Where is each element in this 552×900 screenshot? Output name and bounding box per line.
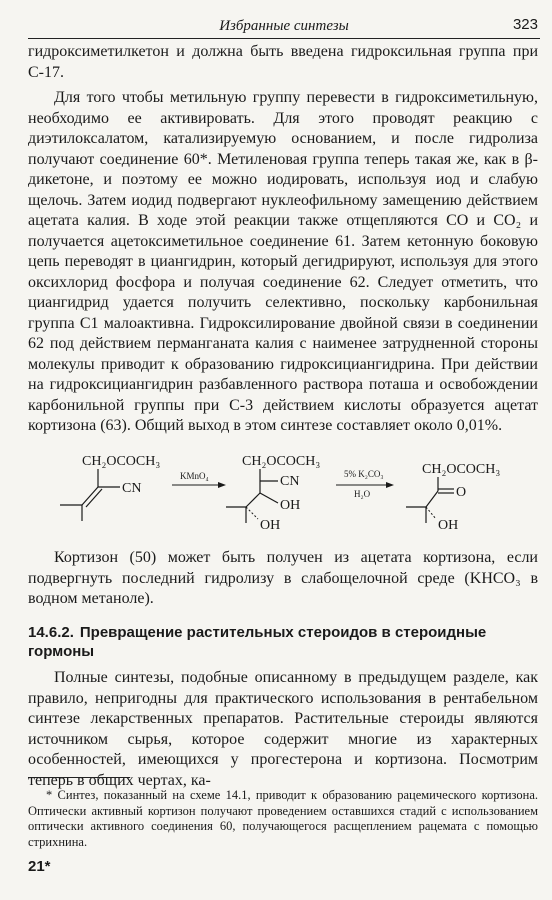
mol3-oxo: O <box>456 485 467 500</box>
footnote: * Синтез, показанный на схеме 14.1, приводит к образованию рацемического кортизона. Оптически активный кортизон получают проведением оставшихся стадий с использованием оптически активного соединения 60, получающегося расщеплением рацемата с помощью стрихнина. <box>28 788 538 849</box>
running-title: Избранные синтезы <box>219 18 349 34</box>
section-number: 14.6.2. <box>28 624 74 641</box>
reagent-2-top: 5% K₂CO₃ <box>344 469 384 479</box>
mol3-oh: OH <box>438 518 459 533</box>
mol2-oh-2: OH <box>260 518 281 533</box>
paragraph-3: Кортизон (50) может быть получен из ацетата кортизона, если подвергнуть последний гидролизу в слабощелочной среде (KHCO₃ в водном метаноле). <box>28 549 538 607</box>
mol2-cn: CN <box>280 474 300 489</box>
section-title: Превращение растительных стероидов в стероидные гормоны <box>28 624 487 660</box>
mol1-group: CH₂OCOCH₃ <box>82 454 161 469</box>
paragraph-4: Полные синтезы, подобные описанному в предыдущем разделе, как правило, непригодны для практического использования в рентабельном синтезе лекарственных препаратов. Растительные стероиды являются источником сырья, которое содержит многие из характерных особенностей, имеющихся у прогестерона и кортизона. Посмотрим теперь в общих чертах, ка- <box>28 669 538 789</box>
section-heading <box>28 623 538 661</box>
paragraph-2: Для того чтобы метильную группу перевести в гидроксиметильную, необходимо ее активировать. Для этого проводят реакцию с диэтилоксалатом, катализируемую основанием, и после гидролиза получают соединение 60*. Метиленовая группа теперь такая же, как в β-дикетоне, и поэтому ее можно иодировать, используя иод и слабую щелочь. Затем иодид подвергают нуклеофильному замещению действием ацетата калия. В ходе этой реакции также отщепляются CO и CO₂ и получается ацетоксиметильное соединение 61. Затем кетонную боковую цепь переводят в циангидрин, который дегидрируют, используя для этого оксихлорид фосфора и получая соединение 62. Следует отметить, что циангидрид удается получить селективно, поскольку карбонильная группа C1 малоактивна. Гидроксилирование двойной связи в соединении 62 под действием перманганата калия с наименее затрудненной стороны молекулы приводит к образованию гидроксициангидрина. При действии на гидроксициангидрин разбавленного раствора поташа и освобождении карбонильной группы при С-3 действием кислоты образуется ацетат кортизона (63). Общий выход в этом синтезе составляет около 0,01%. <box>28 89 538 434</box>
mol2-group: CH₂OCOCH₃ <box>242 454 321 469</box>
reagent-1: KMnO₄ <box>180 471 209 481</box>
page-header <box>28 16 540 39</box>
footnote-divider <box>28 777 130 778</box>
signature-mark: 21* <box>28 858 51 875</box>
mol1-cn: CN <box>122 481 142 496</box>
reaction-scheme <box>40 447 510 537</box>
page-number: 323 <box>512 16 538 33</box>
reagent-2-bottom: H₂O <box>354 489 371 499</box>
mol3-group: CH₂OCOCH₃ <box>422 462 501 477</box>
paragraph-1: гидроксиметилкетон и должна быть введена гидроксильная группа при С-17. <box>28 43 538 81</box>
mol2-oh-1: OH <box>280 498 301 513</box>
